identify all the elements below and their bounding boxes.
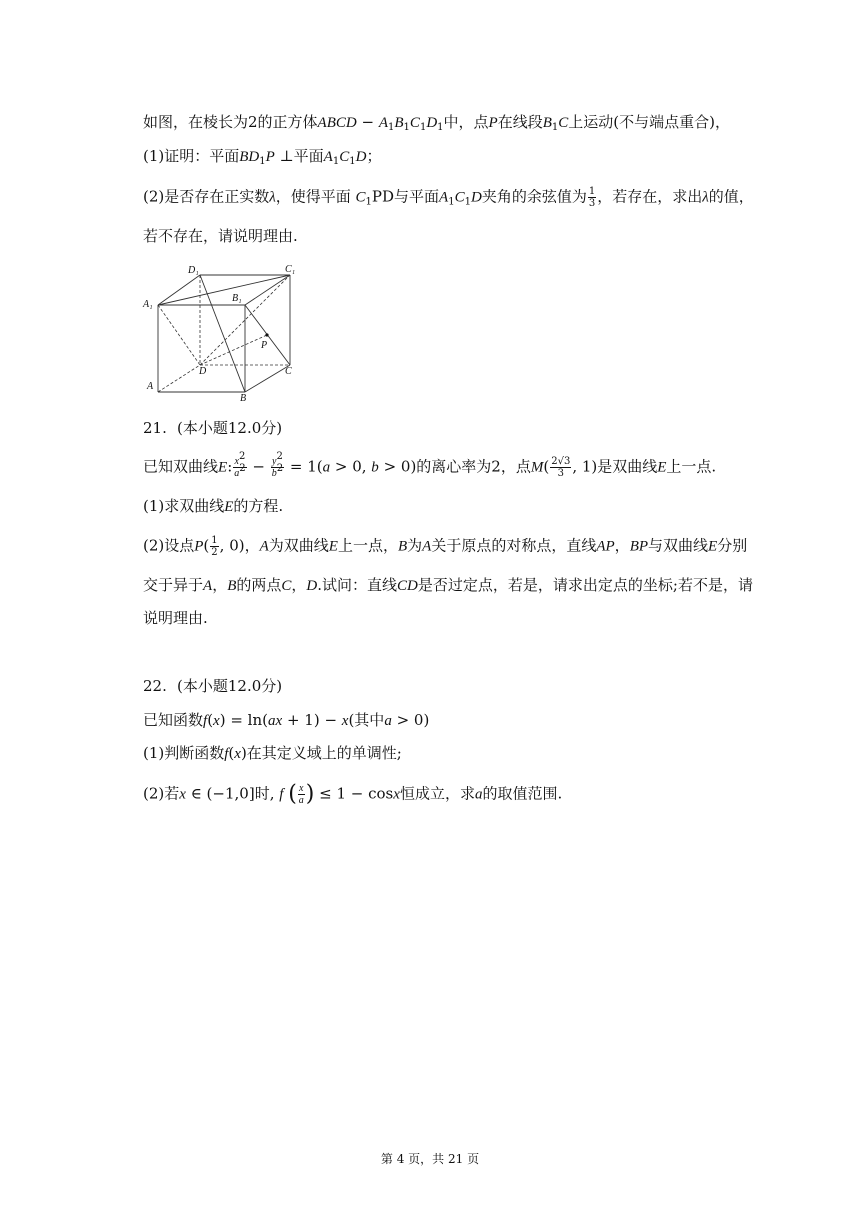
label-p: P bbox=[261, 340, 268, 351]
cube-figure bbox=[140, 262, 310, 402]
problem20-part2-line2: 若不存在，请说明理由. bbox=[143, 227, 298, 245]
problem21-stem: 已知双曲线E: $\frac{x^2}{a^2}$ − $\frac{y^2}{b^2}$ = 1(a > 0, b > 0)的离心率为2，点M( $\frac{2√3}{3}$ , 1)是双曲线E上一点. bbox=[143, 451, 717, 479]
edge-b1c1 bbox=[245, 275, 290, 305]
problem22-part2: (2)若x ∈ (−1,0]时, f ( $\frac{x}{a}$ ) ≤ 1 − cosx恒成立，求a的取值范围. bbox=[143, 781, 563, 807]
hidden-dp bbox=[200, 335, 267, 365]
problem21-part2-line1: (2)设点P( $\frac{1}{2}$ , 0)，A为双曲线E上一点，B为A关于原点的对称点，直线AP，BP与双曲线E分别 bbox=[143, 535, 748, 558]
problem22-score: (本小题12.0分) bbox=[177, 677, 283, 695]
problem20-part1: (1)证明：平面$BD_1P$ ⊥平面$A_1C_1D$； bbox=[143, 147, 382, 167]
label-d: D bbox=[199, 366, 207, 377]
label-a1: A₁ bbox=[143, 299, 153, 310]
problem21-part2-line2: 交于异于A，B的两点C，D.试问：直线CD是否过定点，若是，请求出定点的坐标;若不是，请 bbox=[143, 576, 753, 594]
label-c1: C₁ bbox=[285, 264, 296, 275]
problem20-part2-line1: (2)是否存在正实数λ，使得平面 $C_1PD$与平面$A_1C_1D$夹角的余弦值为 $\frac{1}{3}$ ，若存在，求出λ的值， bbox=[143, 186, 754, 209]
label-b: B bbox=[240, 393, 247, 402]
problem22-part1: (1)判断函数f(x)在其定义域上的单调性; bbox=[143, 744, 402, 762]
problem22-number: 22. bbox=[143, 677, 167, 695]
hidden-a1d bbox=[158, 305, 200, 365]
label-c: C bbox=[285, 366, 292, 377]
problem20-intro: 如图，在棱长为2的正方体ABCD − $A_1B_1C_1D_1$中，点P在线段$B_1C$上运动(不与端点重合)， bbox=[143, 113, 731, 133]
label-b1: B₁ bbox=[232, 293, 242, 304]
problem21-header bbox=[143, 418, 282, 438]
problem22-stem: 已知函数f(x) = ln(ax + 1) − x(其中a > 0) bbox=[143, 711, 430, 729]
diag-a1c1 bbox=[158, 275, 290, 305]
problem21-score: (本小题12.0分) bbox=[177, 419, 283, 437]
problem22-header bbox=[143, 676, 282, 696]
problem21-number: 21. bbox=[143, 419, 167, 437]
label-a: A bbox=[147, 381, 154, 392]
label-d1: D₁ bbox=[188, 265, 199, 276]
page-footer: 第 4 页，共 21 页 bbox=[380, 1152, 480, 1166]
problem21-part1: (1)求双曲线E的方程. bbox=[143, 497, 284, 515]
problem21-part2-line3: 说明理由. bbox=[143, 609, 208, 627]
point-p bbox=[265, 333, 268, 336]
hidden-ad bbox=[158, 365, 200, 392]
edge-bc bbox=[245, 365, 290, 392]
